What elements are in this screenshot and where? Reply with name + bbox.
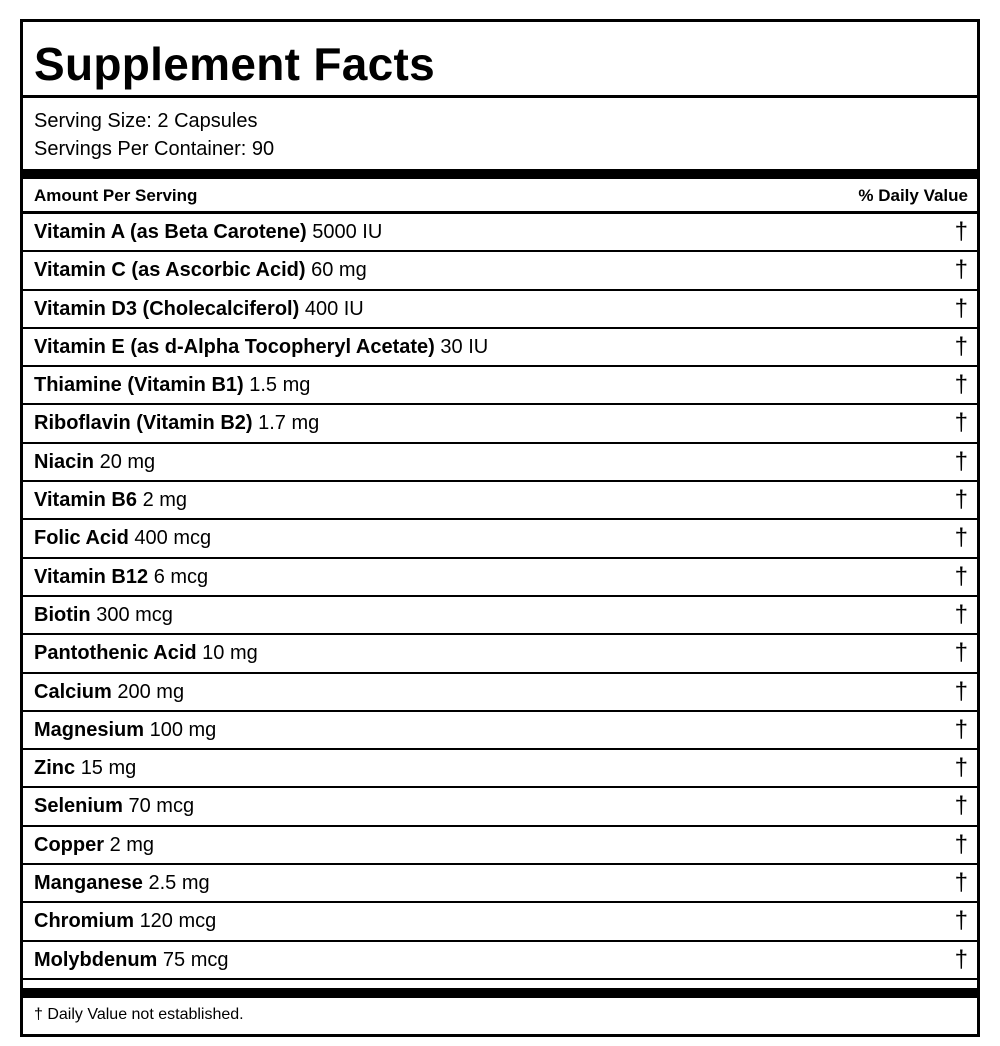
nutrient-label [34, 525, 211, 551]
nutrient-row [23, 597, 977, 635]
nutrient-row [23, 214, 977, 252]
nutrient-row [23, 367, 977, 405]
nutrient-name: Manganese [34, 872, 143, 895]
supplement-facts-panel [20, 19, 980, 1037]
nutrient-label [34, 449, 155, 475]
nutrient-amount: 6 mcg [153, 565, 209, 588]
nutrient-amount: 1.5 mg [249, 374, 311, 397]
daily-value-mark: † [954, 869, 968, 897]
daily-value-mark: † [954, 754, 968, 782]
nutrient-row [23, 482, 977, 520]
daily-value-mark: † [954, 256, 968, 284]
nutrient-name: Riboflavin (Vitamin B2) [34, 412, 253, 435]
nutrient-label [34, 602, 173, 628]
nutrient-amount: 2 mg [142, 489, 188, 512]
nutrient-amount: 70 mcg [128, 795, 195, 818]
footnote: † Daily Value not established. [34, 1006, 244, 1023]
panel-title: Supplement Facts [34, 38, 435, 90]
nutrient-row [23, 520, 977, 558]
daily-value-mark: † [954, 409, 968, 437]
nutrient-label [34, 755, 136, 781]
nutrient-row [23, 674, 977, 712]
nutrient-name: Vitamin A (as Beta Carotene) [34, 221, 307, 243]
nutrient-label [34, 372, 310, 398]
nutrient-row [23, 559, 977, 597]
nutrient-amount: 2.5 mg [148, 872, 210, 895]
nutrient-label [34, 870, 210, 896]
nutrient-row [23, 788, 977, 826]
nutrient-amount: 300 mcg [96, 603, 173, 626]
nutrient-name: Selenium [34, 795, 123, 818]
nutrient-label [34, 908, 216, 934]
nutrient-amount: 200 mg [117, 680, 185, 703]
daily-value-mark: † [954, 677, 968, 705]
nutrient-name: Calcium [34, 680, 112, 703]
nutrient-amount: 30 IU [440, 335, 489, 358]
nutrient-label [34, 487, 187, 513]
nutrient-row [23, 942, 977, 980]
daily-value-mark: † [954, 830, 968, 858]
nutrient-name: Vitamin C (as Ascorbic Acid) [34, 259, 306, 282]
nutrient-amount: 75 mcg [162, 948, 229, 971]
nutrient-label [34, 947, 229, 973]
nutrient-amount: 20 mg [99, 450, 156, 473]
daily-value-mark: † [954, 294, 968, 322]
nutrient-label [34, 640, 258, 666]
daily-value-mark: † [954, 715, 968, 743]
nutrient-row [23, 750, 977, 788]
nutrient-amount: 100 mg [149, 718, 217, 741]
nutrient-amount: 15 mg [80, 757, 137, 780]
nutrient-label [34, 793, 194, 819]
nutrient-name: Thiamine (Vitamin B1) [34, 374, 244, 397]
nutrient-amount: 400 IU [304, 297, 364, 320]
nutrient-row [23, 405, 977, 443]
nutrient-amount: 1.7 mg [258, 412, 320, 435]
nutrient-name: Vitamin D3 (Cholecalciferol) [34, 297, 300, 320]
thick-divider-bottom [23, 988, 977, 998]
nutrient-row [23, 903, 977, 941]
nutrient-row [23, 712, 977, 750]
nutrient-name: Pantothenic Acid [34, 642, 197, 665]
nutrient-name: Vitamin B6 [34, 489, 137, 512]
nutrient-label [34, 564, 208, 590]
nutrient-row [23, 329, 977, 367]
daily-value-header: % Daily Value [858, 186, 968, 205]
daily-value-mark: † [954, 371, 968, 399]
nutrient-amount: 120 mcg [139, 910, 217, 933]
nutrient-row [23, 865, 977, 903]
nutrient-name: Zinc [34, 757, 76, 780]
nutrient-name: Molybdenum [34, 948, 158, 971]
nutrient-row [23, 444, 977, 482]
nutrient-name: Niacin [34, 450, 95, 473]
thick-divider-top [23, 169, 977, 179]
daily-value-mark: † [954, 639, 968, 667]
nutrient-amount: 60 mg [311, 259, 367, 282]
nutrient-row [23, 252, 977, 290]
nutrient-label [34, 257, 367, 283]
nutrient-label [34, 410, 319, 436]
daily-value-mark: † [954, 486, 968, 514]
nutrient-name: Folic Acid [34, 527, 129, 550]
nutrient-name: Magnesium [34, 718, 145, 741]
daily-value-mark: † [954, 332, 968, 360]
nutrient-label [34, 717, 216, 743]
nutrient-name: Biotin [34, 603, 91, 626]
daily-value-mark: † [954, 218, 968, 245]
nutrient-amount: 2 mg [109, 833, 155, 856]
nutrient-label [34, 832, 154, 858]
nutrient-name: Vitamin E (as d-Alpha Tocopheryl Acetate) [34, 335, 435, 358]
nutrient-label [34, 296, 364, 322]
daily-value-mark: † [954, 562, 968, 590]
nutrient-row [23, 827, 977, 865]
servings-per-container: Servings Per Container: 90 [34, 138, 275, 160]
nutrient-amount: 400 mcg [134, 527, 212, 550]
nutrient-name: Vitamin B12 [34, 565, 149, 588]
title-divider [23, 95, 977, 98]
nutrient-label [34, 679, 184, 705]
nutrient-row [23, 635, 977, 673]
daily-value-mark: † [954, 907, 968, 935]
nutrient-list [23, 214, 977, 980]
nutrient-name: Chromium [34, 910, 134, 933]
daily-value-mark: † [954, 600, 968, 628]
serving-size: Serving Size: 2 Capsules [34, 110, 258, 132]
nutrient-label [34, 219, 382, 245]
nutrient-amount: 5000 IU [312, 221, 383, 243]
nutrient-name: Copper [34, 833, 104, 856]
nutrient-row [23, 291, 977, 329]
nutrient-amount: 10 mg [202, 642, 258, 665]
nutrient-label [34, 334, 488, 360]
daily-value-mark: † [954, 447, 968, 475]
daily-value-mark: † [954, 524, 968, 552]
daily-value-mark: † [954, 792, 968, 820]
daily-value-mark: † [954, 945, 968, 973]
amount-per-serving-header: Amount Per Serving [34, 186, 198, 205]
